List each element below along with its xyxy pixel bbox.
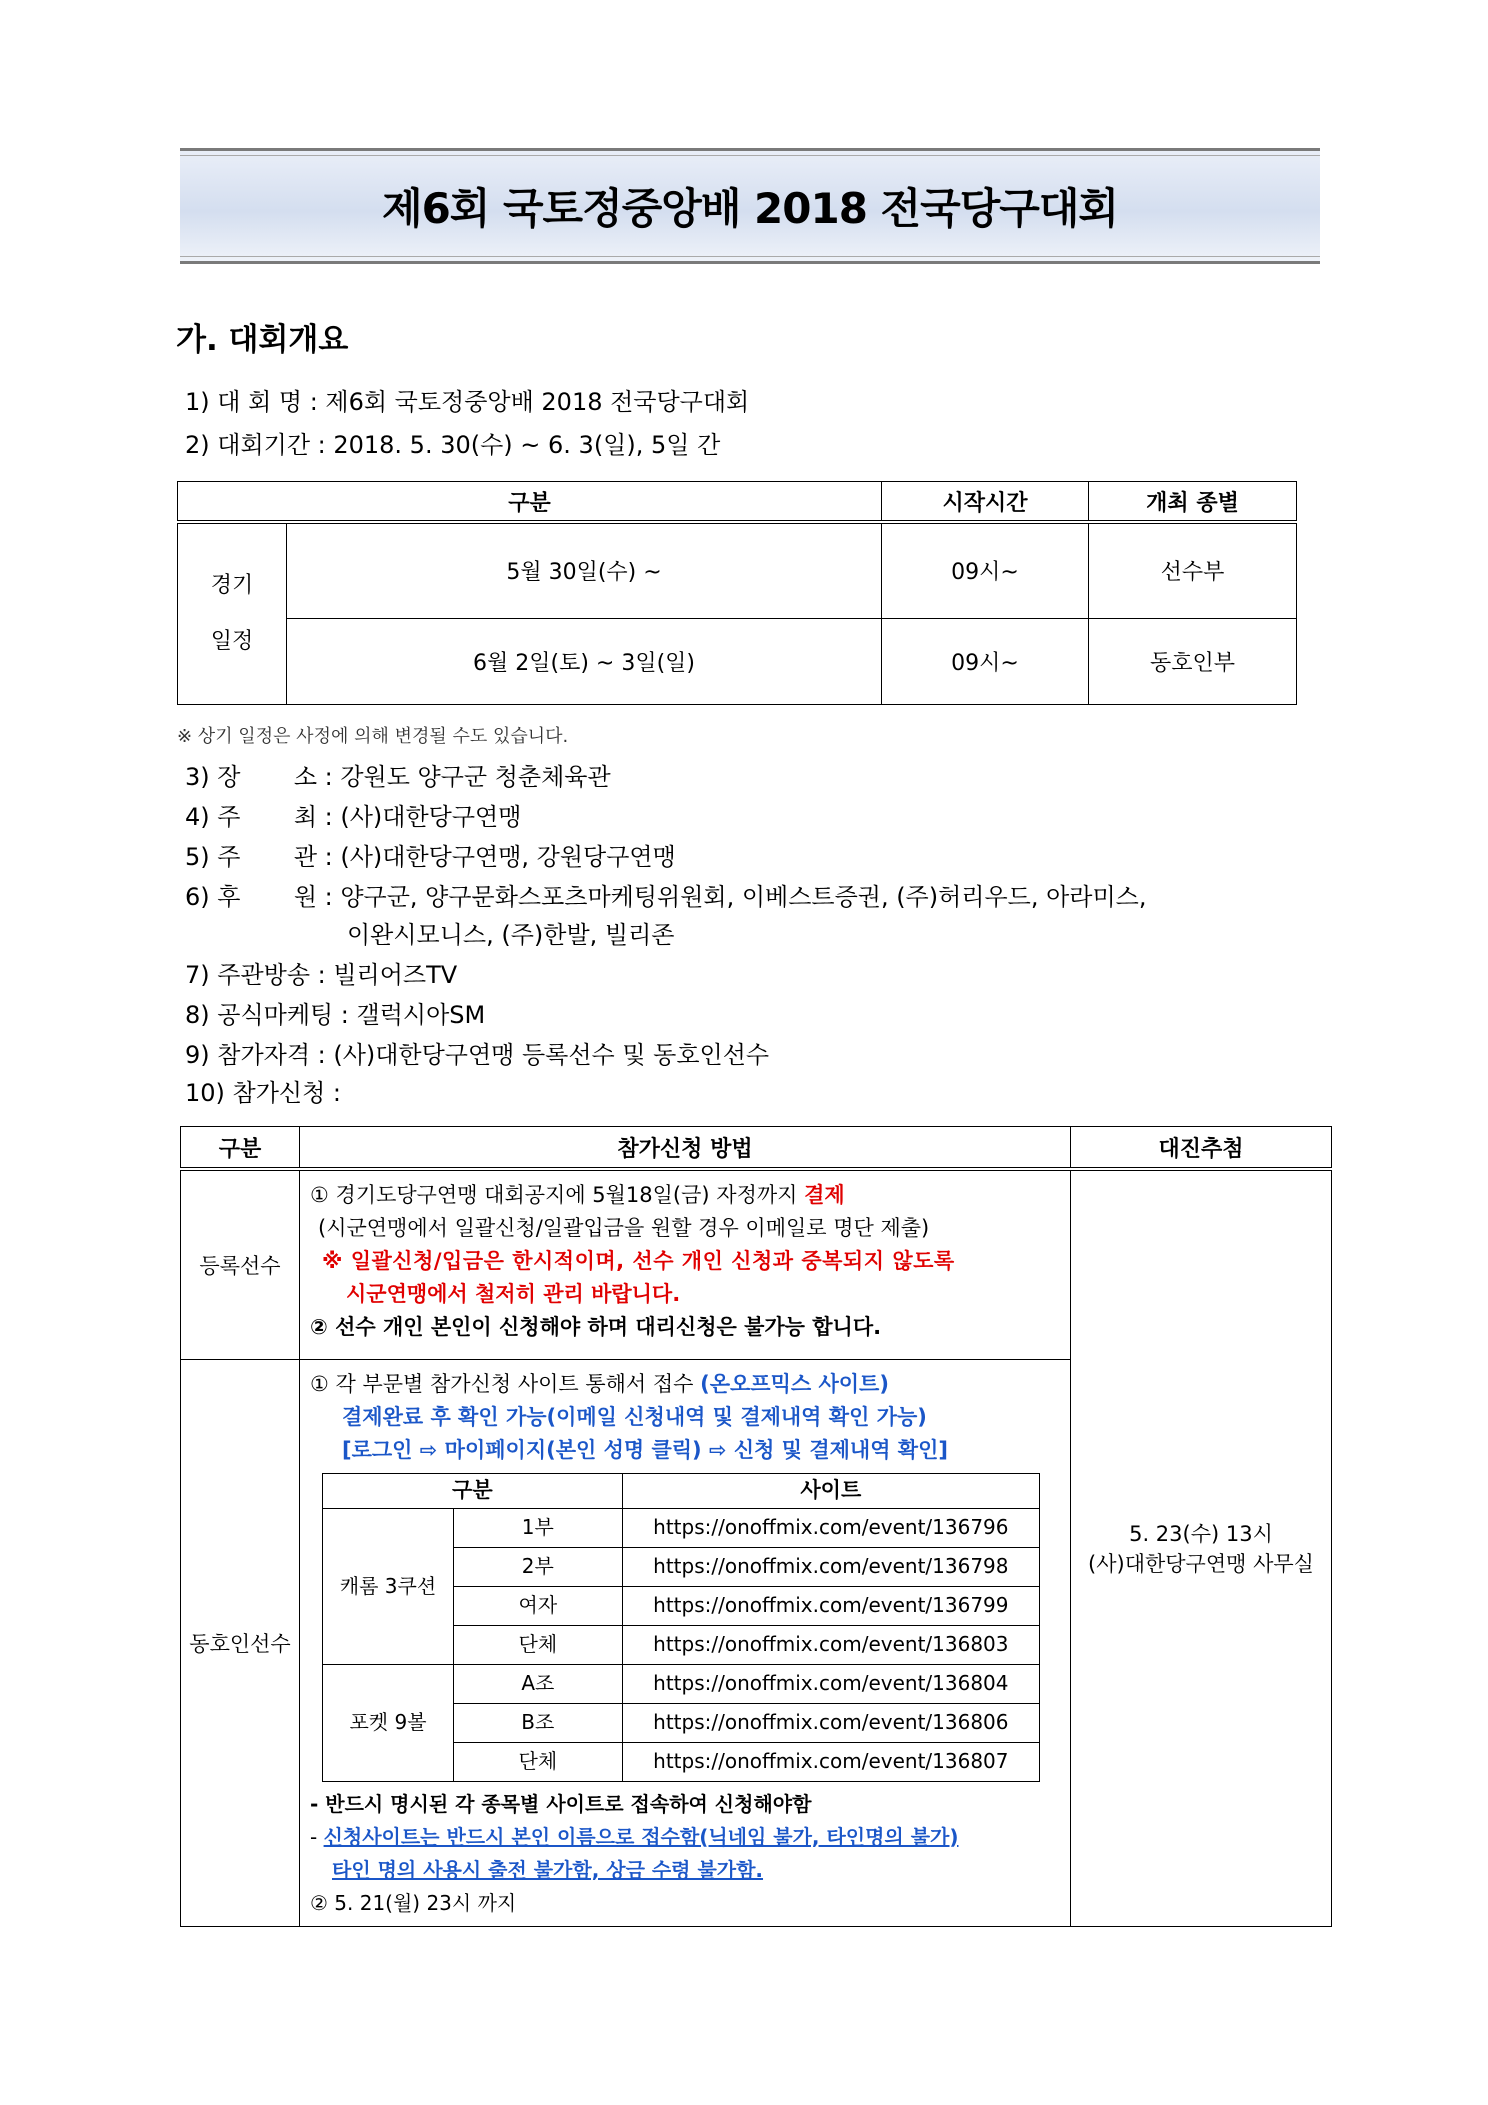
pocket-url-1[interactable]: https://onoffmix.com/event/136804 (622, 1664, 1039, 1703)
carom-sub-1: 1부 (454, 1508, 623, 1547)
schedule-group-label-1: 경기 (210, 572, 254, 598)
pro-line-1: ① 경기도당구연맹 대회공지에 5월18일(금) 자정까지 (310, 1183, 805, 1207)
carom-sub-3: 여자 (454, 1586, 623, 1625)
carom-sub-4: 단체 (454, 1625, 623, 1664)
pocket-url-3[interactable]: https://onoffmix.com/event/136807 (622, 1742, 1039, 1781)
pro-line-2: (시군연맹에서 일괄신청/일괄입금을 원할 경우 이메일로 명단 제출) (318, 1216, 930, 1240)
amateur-note-2-dash: - (310, 1824, 324, 1849)
carom-url-3[interactable]: https://onoffmix.com/event/136799 (622, 1586, 1039, 1625)
schedule-date-2: 6월 2일(토) ~ 3일(일) (287, 618, 882, 704)
pocket-sub-1: A조 (454, 1664, 623, 1703)
sites-table (322, 1473, 1040, 1782)
amateur-line-1-link: (온오프믹스 사이트) (700, 1371, 889, 1396)
schedule-time-1: 09시~ (882, 522, 1089, 618)
amateur-line-1: ① 각 부문별 참가신청 사이트 통해서 접수 (310, 1371, 701, 1396)
pro-line-4: 시군연맹에서 철저히 관리 바랍니다. (346, 1282, 681, 1306)
sites-header-site: 사이트 (622, 1473, 1039, 1508)
schedule-time-2: 09시~ (882, 618, 1089, 704)
amateur-line-2: 결제완료 후 확인 가능(이메일 신청내역 및 결제내역 확인 가능) (342, 1404, 927, 1429)
schedule-header-time: 시작시간 (882, 482, 1089, 523)
item-broadcast: 7) 주관방송 : 빌리어즈TV (185, 961, 458, 989)
pro-line-1-highlight: 결제 (804, 1183, 845, 1207)
title-banner (180, 148, 1320, 264)
item-eligibility: 9) 참가자격 : (사)대한당구연맹 등록선수 및 동호인선수 (185, 1041, 770, 1069)
document-title: 제6회 국토정중앙배 2018 전국당구대회 (382, 184, 1118, 233)
amateur-note-3: 타인 명의 사용시 출전 불가함, 상금 수령 불가함. (332, 1857, 764, 1882)
reg-header-category: 구분 (181, 1127, 300, 1170)
schedule-header-category: 구분 (178, 482, 882, 523)
draw-time: 5. 23(수) 13시 (1129, 1522, 1273, 1547)
carom-sub-2: 2부 (454, 1547, 623, 1586)
section-heading: 가. 대회개요 (176, 322, 349, 358)
reg-draw-cell (1071, 1169, 1332, 1926)
group-pocket: 포켓 9볼 (323, 1664, 454, 1781)
reg-amateur-label: 동호인선수 (181, 1359, 300, 1926)
draw-place: (사)대한당구연맹 사무실 (1088, 1552, 1314, 1577)
pocket-url-2[interactable]: https://onoffmix.com/event/136806 (622, 1703, 1039, 1742)
carom-url-2[interactable]: https://onoffmix.com/event/136798 (622, 1547, 1039, 1586)
group-carom: 캐롬 3쿠션 (323, 1508, 454, 1664)
reg-pro-label: 등록선수 (181, 1169, 300, 1359)
schedule-division-2: 동호인부 (1089, 618, 1297, 704)
schedule-table (177, 481, 1297, 705)
amateur-note-4: ② 5. 21(월) 23시 까지 (310, 1890, 517, 1915)
amateur-note-2: 신청사이트는 반드시 본인 이름으로 접수함(닉네임 불가, 타인명의 불가) (323, 1824, 959, 1849)
sites-header-category: 구분 (323, 1473, 623, 1508)
schedule-header-division: 개최 종별 (1089, 482, 1297, 523)
item-event-name: 1) 대 회 명 : 제6회 국토정중앙배 2018 전국당구대회 (185, 388, 750, 416)
amateur-line-3: [로그인 ⇨ 마이페이지(본인 성명 클릭) ⇨ 신청 및 결제내역 확인] (342, 1437, 948, 1462)
schedule-note: ※ 상기 일정은 사정에 의해 변경될 수도 있습니다. (177, 726, 569, 747)
carom-url-1[interactable]: https://onoffmix.com/event/136796 (622, 1508, 1039, 1547)
item-sponsor-cont: 이완시모니스, (주)한발, 빌리존 (347, 921, 675, 949)
pro-line-5: ② 선수 개인 본인이 신청해야 하며 대리신청은 불가능 합니다. (310, 1315, 882, 1339)
item-marketing: 8) 공식마케팅 : 갤럭시아SM (185, 1001, 486, 1029)
item-registration: 10) 참가신청 : (185, 1079, 341, 1107)
schedule-division-1: 선수부 (1089, 522, 1297, 618)
item-venue: 3) 장 소 : 강원도 양구군 청춘체육관 (185, 763, 611, 791)
registration-table (180, 1126, 1332, 1927)
reg-header-draw: 대진추첨 (1071, 1127, 1332, 1170)
amateur-note-1: - 반드시 명시된 각 종목별 사이트로 접속하여 신청해야함 (310, 1791, 812, 1816)
reg-header-method: 참가신청 방법 (300, 1127, 1071, 1170)
pocket-sub-2: B조 (454, 1703, 623, 1742)
schedule-date-1: 5월 30일(수) ~ (287, 522, 882, 618)
schedule-group-label (178, 522, 287, 704)
item-sponsor: 6) 후 원 : 양구군, 양구문화스포츠마케팅위원회, 이베스트증권, (주)허리우드, 아라미스, (185, 883, 1147, 911)
pro-line-3: ※ 일괄신청/입금은 한시적이며, 선수 개인 신청과 중복되지 않도록 (322, 1249, 955, 1273)
item-organizer: 5) 주 관 : (사)대한당구연맹, 강원당구연맹 (185, 843, 676, 871)
schedule-group-label-2: 일정 (210, 628, 254, 654)
item-event-period: 2) 대회기간 : 2018. 5. 30(수) ~ 6. 3(일), 5일 간 (185, 431, 721, 459)
reg-pro-method (300, 1169, 1071, 1359)
pocket-sub-3: 단체 (454, 1742, 623, 1781)
item-host: 4) 주 최 : (사)대한당구연맹 (185, 803, 522, 831)
carom-url-4[interactable]: https://onoffmix.com/event/136803 (622, 1625, 1039, 1664)
reg-amateur-method (300, 1359, 1071, 1926)
